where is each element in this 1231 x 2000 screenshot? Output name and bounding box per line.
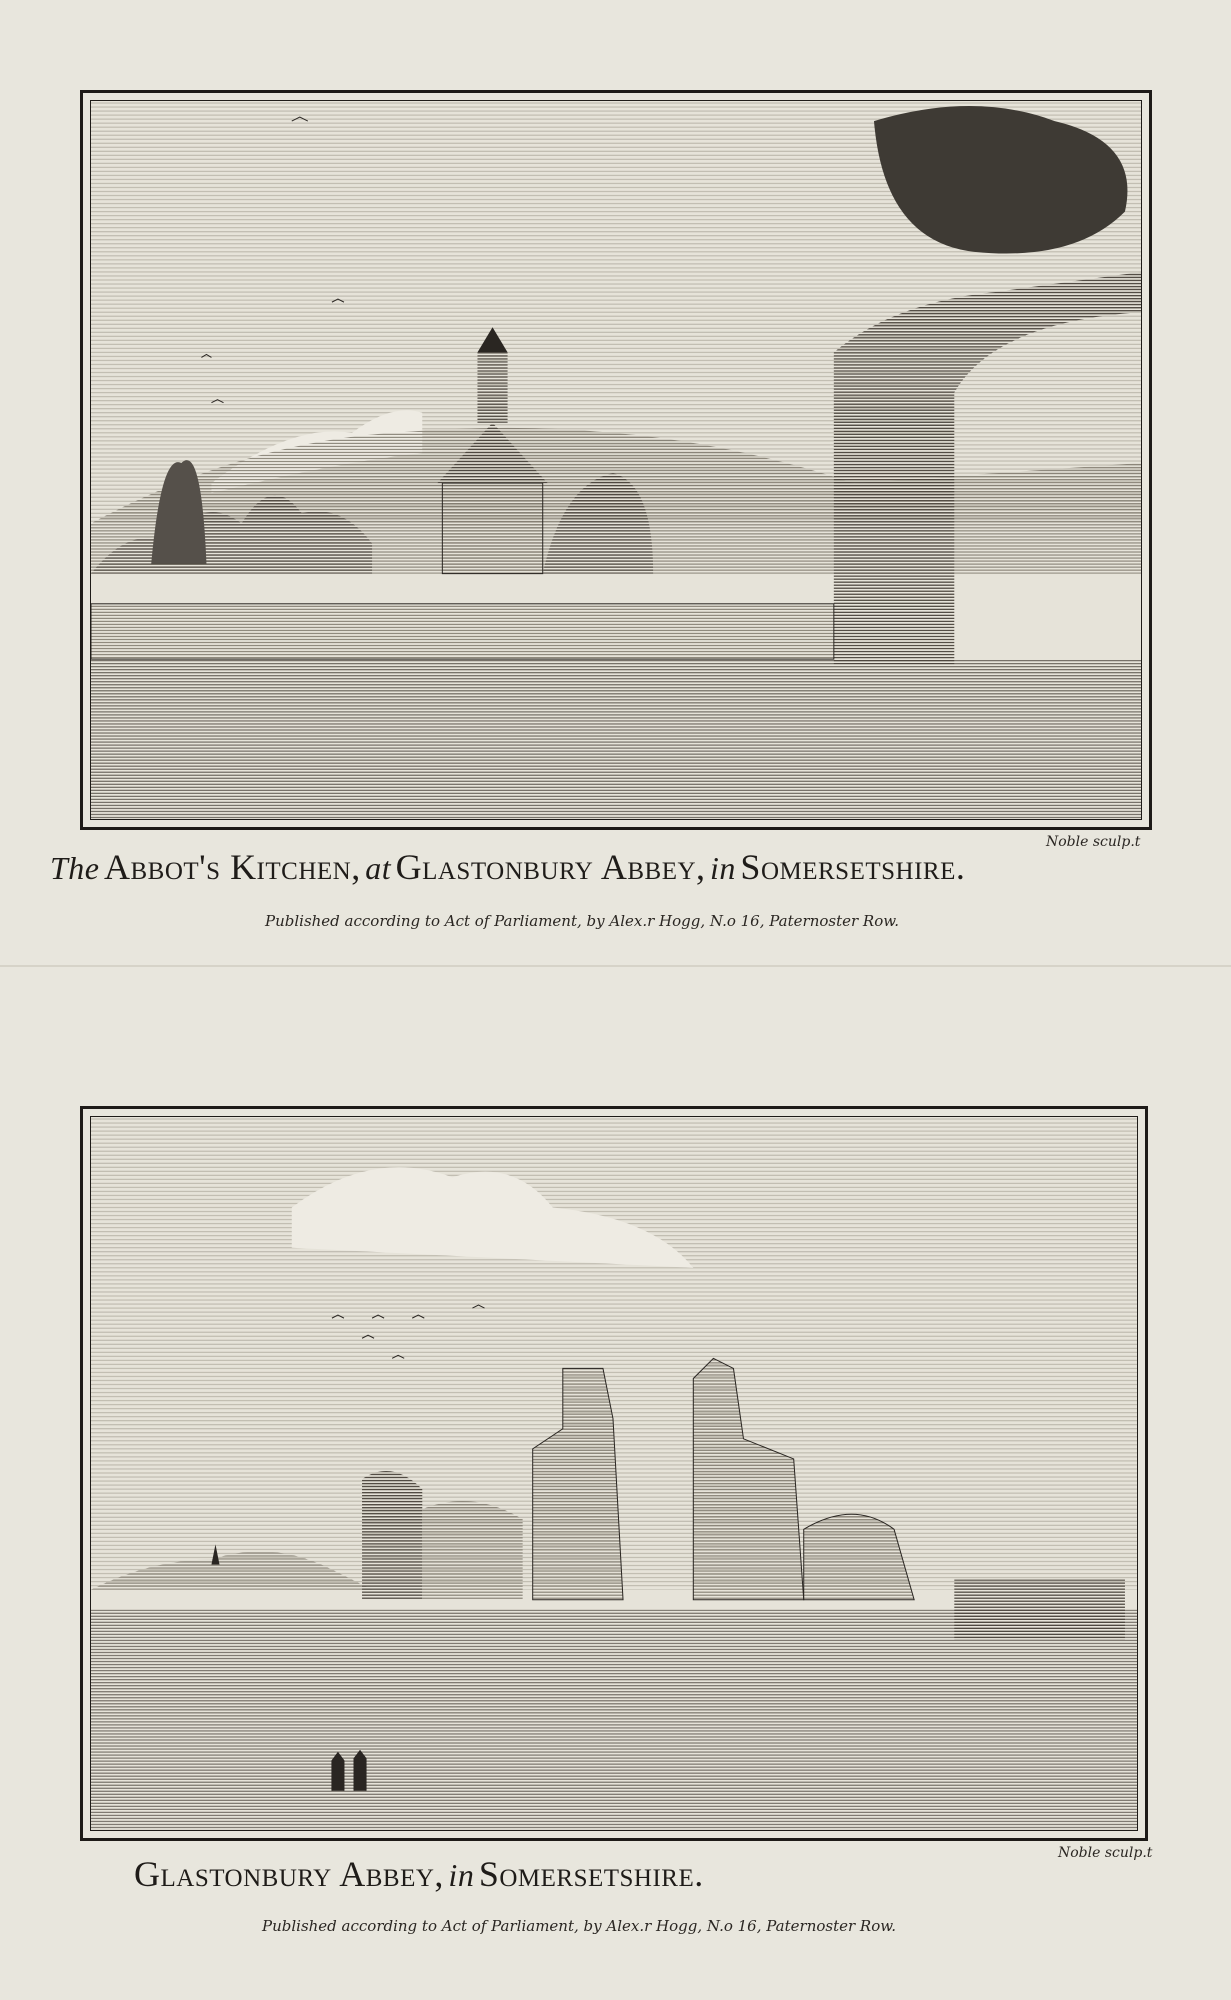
abbots-kitchen-engraving (80, 90, 1152, 830)
title-part: Somersetshire. (740, 847, 966, 887)
title-lead: The (50, 850, 100, 886)
glastonbury-abbey-engraving (80, 1106, 1148, 1841)
engraver-credit: Noble sculp.t (1046, 834, 1141, 850)
engraving-image (90, 1116, 1138, 1831)
title-conjunction: in (448, 1857, 475, 1893)
publication-line: Published according to Act of Parliament, by Alex.r Hogg, N.o 16, Paternoster Row. (265, 912, 900, 930)
glastonbury-abbey-illustration (91, 1117, 1137, 1830)
engraver-credit: Noble sculp.t (1058, 1845, 1153, 1861)
abbots-kitchen-illustration (91, 101, 1141, 819)
title-part: Abbot's Kitchen, (104, 847, 361, 887)
plate-title (50, 846, 965, 888)
publication-line: Published according to Act of Parliament, by Alex.r Hogg, N.o 16, Paternoster Row. (262, 1917, 897, 1935)
title-part: Glastonbury Abbey, (395, 847, 706, 887)
engraving-image (90, 100, 1142, 820)
page-divider (0, 965, 1231, 967)
plate-title (134, 1853, 704, 1895)
title-part: Somersetshire. (478, 1854, 704, 1894)
title-part: Glastonbury Abbey, (134, 1854, 444, 1894)
title-conjunction: in (710, 850, 736, 886)
title-conjunction: at (365, 850, 392, 886)
